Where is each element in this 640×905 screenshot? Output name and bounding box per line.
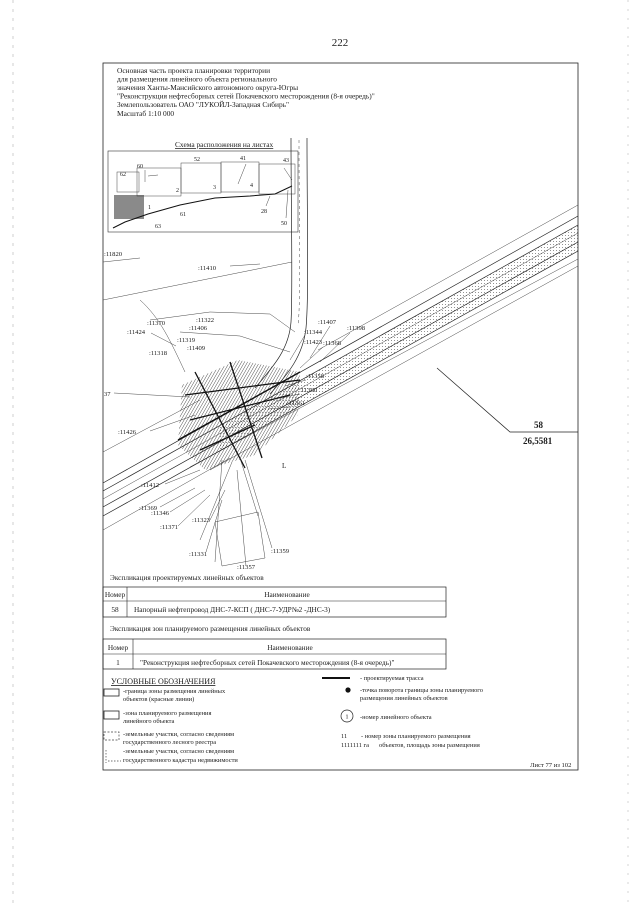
sheet-number: 50 [281,221,287,227]
parcel-boundary [150,312,295,332]
sheet-number: 43 [283,158,289,164]
parcel-label: :11423 [304,339,323,346]
legend-text: -зона планируемого размещения [123,710,212,717]
red-line-boundary-symbol [104,689,119,696]
sheet-number: 28 [261,209,267,215]
sheet-number: 63 [155,224,161,230]
parcel-label: :11323 [192,517,211,524]
column-header-number: Номер [104,590,126,599]
zone-area-sample: 1111111 га [341,742,369,749]
ref-label: 37 [104,391,111,398]
column-header-name: Наименование [264,590,310,599]
parcel-label: :11369 [139,505,158,512]
title-line: Основная часть проекта планировки территории [117,66,271,75]
legend-text: -точка поворота границы зоны планируемого [360,687,483,694]
parcel-boundary [140,300,185,372]
parcel-label: :11361 [287,400,306,407]
legend-text: -земельные участки, согласно сведениям [123,731,235,738]
title-line: значения Ханты-Мансийского автономного округа-Югры [117,83,299,92]
parcel-boundary [103,258,140,262]
parcel-label: :11319 [177,337,196,344]
linear-objects-table [103,587,446,617]
sheet-number: 62 [120,172,126,178]
sheet-number: 1 [148,205,151,211]
sheet-number: 3 [213,185,216,191]
sheet-number: 41 [240,156,246,162]
title-line: для размещения линейного объекта регионального [117,74,277,84]
table-cell-name: Напорный нефтепровод ДНС-7-КСП ( ДНС-7-УДР№2 -ДНС-3) [134,605,331,614]
parcel-label: :11331 [189,551,208,558]
legend-text: линейного объекта [123,718,175,725]
parcel-label: :11344 [304,329,323,336]
ref-line [114,393,190,397]
corridor-line [103,242,578,507]
table-cell-name: "Реконструкция нефтесборных сетей Покачевского месторождения (8-я очередь)" [140,658,395,667]
inset-title: Схема расположения на листах [175,140,274,149]
legend-text: -граница зоны размещения линейных [123,688,226,695]
callout-leader [437,368,578,432]
parcel-label: :11370 [147,320,166,327]
parcel-label: :11360 [299,387,318,394]
legend-text: объектов, площадь зоны размещения [379,742,480,749]
sheet-number: 4 [250,183,253,189]
table-cell-number: 58 [111,605,119,614]
forest-registry-symbol [104,732,119,740]
sheet-counter: Лист 77 из 102 [530,762,572,769]
parcel-label: :11368 [323,340,342,347]
parcel-label: :11359 [271,548,290,555]
parcel-label: :11410 [198,265,217,272]
corridor-line [103,225,578,491]
sheet-number: 52 [194,157,200,163]
table-cell-number: 1 [116,658,120,667]
current-sheet-area [114,195,144,219]
parcel-label: :11412 [141,482,160,489]
parcel-label: :11820 [104,251,123,258]
planned-zone-symbol [104,711,119,719]
sheet-number: 60 [137,164,143,170]
legend-text: государственного кадастра недвижимости [123,757,238,764]
parcel-label: :11409 [187,345,206,352]
callout-line-value: 26,5581 [523,436,553,446]
parcel-label: :11406 [189,325,208,332]
zones-title: Экспликация зон планируемого размещения линейных объектов [110,624,311,633]
title-line: "Реконструкция нефтесборных сетей Покачевского месторождения (8-я очередь)" [117,91,375,101]
column-header-number: Номер [107,643,129,652]
scale-line: Масштаб 1:10 000 [117,109,175,118]
parcel-label: :11358 [306,373,325,380]
parcel-label: :11357 [237,564,256,571]
parcel-label: :11424 [127,329,146,336]
parcel-label: :11398 [347,325,366,332]
legend-title: УСЛОВНЫЕ ОБОЗНАЧЕНИЯ [111,677,216,686]
junction-area [178,360,300,470]
parcel-label: :11371 [160,524,179,531]
zones-table [103,639,446,669]
zone-number-sample: 11 [341,733,348,740]
object-number-sample: 1 [345,713,349,721]
legend-text: объектов (красные линии) [123,696,195,703]
parcel-label: :11322 [196,317,215,324]
legend-text: размещения линейных объектов [360,695,448,702]
parcel-label: :11407 [318,319,337,326]
column-header-name: Наименование [267,643,313,652]
sheet-number: 61 [180,212,186,218]
title-block [117,66,375,118]
parcel-label: :11426 [118,429,137,436]
sheet-layout-inset [108,151,298,232]
corridor-line [103,251,578,516]
legend-text: -земельные участки, согласно сведениям [123,748,235,755]
parcel-label: :11318 [149,350,168,357]
legend [104,675,483,764]
corridor-line [103,233,578,499]
legend-text: - проектируемая трасса [360,675,424,682]
legend-text: - номер зоны планируемого размещения [361,733,471,740]
site-outline [215,512,265,566]
parcel-boundary [103,458,230,530]
page-number: 222 [331,37,349,49]
parcel-label: :11346 [151,510,170,517]
turning-point-symbol [345,687,350,692]
land-user-line: Землепользователь ОАО "ЛУКОЙЛ-Западная Сибирь" [117,100,290,109]
sheet-number: 2 [176,188,179,194]
marker-label: L [282,462,287,470]
legend-text: государственного лесного реестра [123,739,217,746]
callout-line-number: 58 [534,420,543,430]
legend-text: -номер линейного объекта [360,714,432,721]
linear-objects-title: Экспликация проектируемых линейных объектов [110,573,264,582]
